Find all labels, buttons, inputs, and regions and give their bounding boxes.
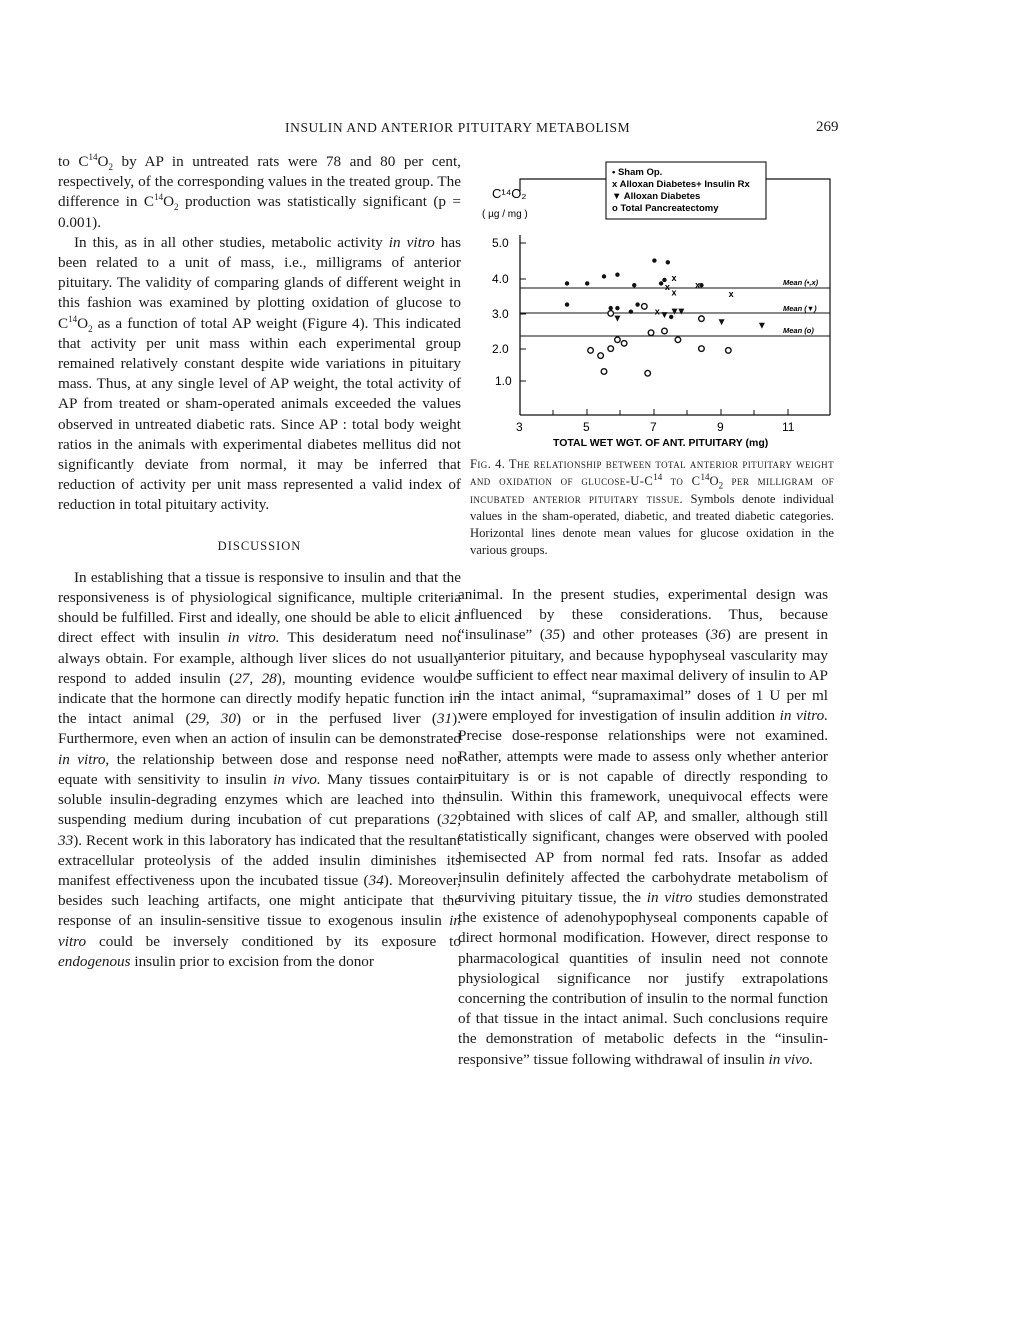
section-heading-discussion: DISCUSSION — [217, 538, 302, 553]
data-point: x — [671, 273, 677, 284]
mean-label: Mean (▼) — [783, 304, 817, 313]
legend-item-alloxan: ▼ Alloxan Diabetes — [612, 191, 701, 202]
x-axis-ticks — [516, 409, 795, 434]
scatter-plot — [478, 155, 843, 455]
data-point — [659, 281, 663, 285]
mean-label: Mean (o) — [783, 326, 814, 335]
svg-text:9: 9 — [717, 420, 724, 434]
y-axis-ticks — [492, 236, 526, 388]
citation: 27, 28 — [234, 669, 277, 687]
data-point — [648, 330, 654, 336]
data-point — [642, 304, 648, 310]
citation: 32, 33 — [58, 811, 461, 849]
legend-item-alloxan-insulin: x Alloxan Diabetes+ Insulin Rx — [612, 179, 750, 190]
data-point — [588, 348, 594, 354]
data-points — [565, 258, 765, 376]
data-point — [615, 337, 621, 343]
paragraph: to $C^{14}O_2$ by AP in untreated rats were 78 and 80 per cent, respectively, of the corresponding values in the treated group. The difference in $C^{14}O_2$ production was statistically significant (p = 0.001). — [58, 151, 461, 231]
svg-text:3.0: 3.0 — [492, 307, 509, 321]
data-point — [635, 302, 639, 306]
data-point — [598, 353, 604, 359]
data-point — [652, 258, 656, 262]
svg-text:2.0: 2.0 — [492, 342, 509, 356]
data-point — [672, 309, 678, 315]
data-point — [645, 370, 651, 376]
legend-item-pancreatectomy: o Total Pancreatectomy — [612, 203, 719, 214]
svg-text:3: 3 — [516, 420, 523, 434]
data-point: x — [664, 282, 670, 292]
right-column — [458, 585, 828, 1070]
data-point — [666, 260, 670, 264]
data-point — [601, 369, 607, 375]
data-point — [719, 319, 725, 325]
data-point — [621, 341, 627, 347]
paragraph: animal. In the present studies, experimental design was influenced by these considerations. Thus, because “insulinase” (35) and other proteases (36) are present in anterior pituitary, and because hypophyseal vascularity may be sufficient to effect near maximal delivery of insulin to AP in the intact animal, “supramaximal” doses of 1 U per ml were employed for investigation of insulin addition in vitro. Precise dose-response relationships were not examined. Rather, attempts were made to assess only whether anterior pituitary is or is not capable of directly responding to insulin. Within this framework, unequivocal effects were obtained with slices of calf AP, and smaller, although still statistically significant, changes were observed with pooled hemisected AP from normal fed rats. Insofar as added insulin definitely affected the carbohydrate metabolism of surviving pituitary tissue, the in vitro studies demonstrated the existence of adenohypophyseal components capable of direct hormonal modification. However, direct response to pharmacological quantities of insulin need not connote physiological significance nor justify extrapolations concerning the contribution of insulin to the normal function of that tissue in the intact animal. Such conclusions require the demonstration of metabolic defects in the “insulin-responsive” tissue following withdrawal of insulin in vivo. — [458, 586, 829, 1068]
data-point — [565, 302, 569, 306]
data-point — [614, 316, 620, 322]
paragraph: In establishing that a tissue is responsive to insulin and that the responsiveness is of physiological significance, multiple criteria should be fulfilled. First and ideally, one should be able to elicit a direct effect with insulin in vitro. This desideratum need not always obtain. For example, although liver slices do not usually respond to added insulin (27, 28), mounting evidence would indicate that the hormone can directly modify hepatic function in the intact animal (29, 30) or in the perfused liver (31). Furthermore, even when an action of insulin can be demonstrated in vitro, the relationship between dose and response need not equate with sensitivity to insulin in vivo. Many tissues contain soluble insulin-degrading enzymes which are leached into the suspending medium during incubation of cut preparations (32, 33). Recent work in this laboratory has indicated that the resultant extracellular proteolysis of the added insulin diminishes its manifest effectiveness upon the incubated tissue (34). Moreover, besides such leaching artifacts, one might anticipate that the response of an insulin-sensitive tissue to exogenous insulin in vitro could be inversely conditioned by its exposure to endogenous insulin prior to excision from the donor — [58, 568, 462, 970]
data-point — [678, 309, 684, 315]
data-point — [699, 346, 705, 352]
figure-label: Fig. 4. — [470, 457, 506, 471]
data-point: x — [728, 289, 734, 300]
legend-item-sham: • Sham Op. — [612, 167, 663, 178]
data-point — [675, 337, 681, 343]
data-point — [615, 306, 619, 310]
svg-text:11: 11 — [782, 420, 795, 434]
data-point — [726, 348, 732, 354]
citation: 31 — [436, 710, 453, 728]
data-point: x — [654, 306, 660, 317]
data-point — [585, 281, 589, 285]
data-point — [615, 272, 619, 276]
mean-label: Mean (•,x) — [783, 278, 819, 287]
figure-caption: Fig. 4. The relationship between total anterior pituitary weight and oxidation of glucose-$U-C^{14}$ to $C^{14}O_2$ per milligram of incubated anterior pituitary tissue. Symbols denote individual values in the sham-operated, diabetic, and treated diabetic categories. Horizontal lines denote mean values for glucose oxidation in the various groups. — [470, 457, 834, 558]
svg-text:7: 7 — [650, 420, 657, 434]
data-point — [609, 306, 613, 310]
data-point: x — [671, 287, 677, 298]
x-axis-label: TOTAL WET WGT. OF ANT. PITUITARY (mg) — [553, 437, 769, 449]
data-point — [629, 309, 633, 313]
data-point: x — [695, 280, 701, 291]
y-axis-unit: ( µg / mg ) — [482, 209, 528, 220]
data-point — [699, 316, 705, 322]
data-point — [759, 323, 765, 329]
citation: 35 — [544, 626, 561, 644]
citation: 34 — [368, 871, 384, 889]
y-axis-label: C¹⁴O₂ — [492, 186, 527, 201]
data-point — [608, 311, 614, 317]
data-point — [669, 315, 673, 319]
legend — [606, 162, 766, 219]
figure-4-chart — [478, 155, 843, 455]
citation: 29, 30 — [190, 710, 236, 728]
svg-text:5: 5 — [583, 420, 590, 434]
page-number: 269 — [816, 119, 839, 135]
svg-text:1.0: 1.0 — [495, 374, 512, 388]
paragraph: In this, as in all other studies, metabolic activity in vitro has been related to a unit of mass, i.e., milligrams of anterior pituitary. The validity of comparing glands of different weight in this fashion was examined by plotting oxidation of glucose to $C^{14}O_2$ as a function of total AP weight (Figure 4). This indicated that activity per unit mass within each experimental group remained relatively constant despite wide variations in pituitary mass. Thus, at any single level of AP weight, the total activity of AP from treated or sham-operated animals exceeded the values observed in untreated diabetic rats. Since AP : total body weight ratios in the animals with experimental diabetes mellitus did not significantly deviate from normal, it may be inferred that reduction of activity per unit mass represented a valid index of reduction in total pituitary activity. — [58, 233, 461, 514]
data-point — [662, 328, 668, 334]
data-point — [661, 312, 667, 318]
citation: 36 — [710, 626, 726, 644]
svg-text:5.0: 5.0 — [492, 236, 509, 250]
running-head: INSULIN AND ANTERIOR PITUITARY METABOLISM — [285, 120, 631, 135]
data-point — [632, 283, 636, 287]
svg-text:4.0: 4.0 — [492, 272, 509, 286]
data-point — [608, 346, 614, 352]
data-point — [602, 274, 606, 278]
left-column — [58, 152, 461, 972]
data-point — [565, 281, 569, 285]
